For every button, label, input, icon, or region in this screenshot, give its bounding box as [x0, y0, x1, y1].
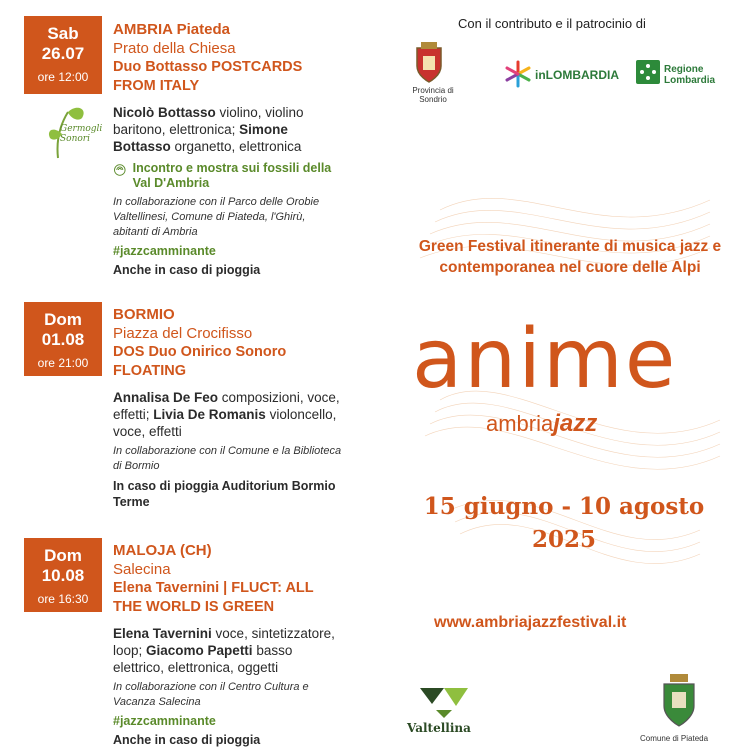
- event-time: ore 21:00: [37, 356, 89, 370]
- musician-role: organetto, elettronica: [170, 139, 302, 154]
- festival-url-link[interactable]: www.ambriajazzfestival.it: [434, 614, 627, 631]
- event-hashtag[interactable]: #jazzcamminante: [113, 714, 216, 728]
- musician-role: violino, violino baritono, elettronica;: [113, 105, 304, 137]
- fossil-exhibit: [113, 161, 343, 191]
- musician-role: basso elettrico, elettronica, oggetti: [113, 643, 293, 675]
- event-venue: Prato della Chiesa: [113, 40, 236, 57]
- event-place: AMBRIA Piateda: [113, 21, 230, 38]
- provincia-sondrio-crest-icon: [413, 42, 445, 84]
- event-venue: Salecina: [113, 561, 171, 578]
- event-place: MALOJA (CH): [113, 542, 212, 559]
- event-musicians: [113, 625, 343, 676]
- regione-lombardia-label: Regione Lombardia: [664, 64, 716, 86]
- musician-name: Simone Bottasso: [113, 122, 288, 154]
- event-collab: In collaborazione con il Centro Cultura e Vacanza Salecina: [113, 681, 309, 708]
- valtellina-label: Valtellina: [407, 721, 471, 735]
- germogli-sonori-logo: [38, 100, 108, 162]
- event-collab: In collaborazione con il Parco delle Orobie Valtellinesi, Comune di Piateda, l'Ghirù, abitanti di Ambria: [113, 196, 320, 238]
- event-note: In caso di pioggia Auditorium Bormio Terme: [113, 479, 336, 509]
- festival-title: anime: [412, 312, 678, 407]
- germogli-sonori-text: Germogli Sonori: [60, 124, 103, 144]
- fossil-exhibit-text: Incontro e mostra sui fossili della Val D'Ambria: [132, 161, 332, 190]
- musician-name: Livia De Romanis: [153, 407, 266, 422]
- provincia-sondrio-label: Provincia di Sondrio: [412, 86, 454, 104]
- event-note: Anche in caso di pioggia: [113, 263, 261, 277]
- inlombardia-star-icon: [504, 60, 532, 88]
- comune-piateda-crest-icon: [660, 674, 698, 730]
- event-hashtag[interactable]: #jazzcamminante: [113, 244, 216, 258]
- event-3: [113, 541, 343, 748]
- valtellina-mountain-icon: [418, 684, 470, 718]
- event-performance: DOS Duo Onirico Sonoro FLOATING: [113, 344, 287, 379]
- event-performance: Duo Bottasso POSTCARDS FROM ITALY: [113, 59, 303, 94]
- ambriajazz-logo: [486, 410, 597, 438]
- musician-role: composizioni, voce, effetti;: [113, 390, 340, 422]
- event-date-box-2: [24, 302, 102, 376]
- festival-tagline: Green Festival itinerante di musica jazz e contemporanea nel cuore delle Alpi: [418, 238, 722, 276]
- event-collab: In collaborazione con il Comune e la Biblioteca di Bormio: [113, 445, 342, 472]
- event-day: Dom: [44, 546, 82, 565]
- event-place: BORMIO: [113, 306, 175, 323]
- event-time: ore 16:30: [37, 592, 89, 606]
- regione-lombardia-logo-icon: [636, 60, 660, 84]
- inlombardia-label: inLOMBARDIA: [535, 68, 619, 82]
- musician-name: Elena Tavernini: [113, 626, 212, 641]
- event-performance: Elena Tavernini | FLUCT: ALL THE WORLD IS GREEN: [113, 580, 314, 615]
- musician-role: violoncello, voce, effetti: [113, 407, 337, 439]
- musician-name: Giacomo Papetti: [146, 643, 253, 658]
- event-day: Sab: [47, 24, 79, 43]
- event-date: 10.08: [41, 566, 85, 585]
- sponsor-heading: Con il contributo e il patrocinio di: [458, 16, 646, 31]
- event-musicians: [113, 389, 343, 440]
- musician-name: Nicolò Bottasso: [113, 105, 216, 120]
- jazz-text: jazz: [553, 410, 598, 437]
- event-date: 01.08: [41, 330, 85, 349]
- festival-dates: 15 giugno - 10 agosto 2025: [423, 493, 705, 553]
- event-1: [113, 20, 343, 278]
- fossil-shell-icon: [113, 161, 127, 179]
- comune-piateda-label: Comune di Piateda: [640, 734, 709, 743]
- event-time: ore 12:00: [37, 70, 89, 84]
- event-venue: Piazza del Crocifisso: [113, 325, 253, 342]
- event-date-box-1: [24, 16, 102, 94]
- musician-name: Annalisa De Feo: [113, 390, 219, 405]
- event-musicians: [113, 104, 343, 155]
- ambria-text: ambria: [486, 411, 554, 436]
- event-2: [113, 305, 343, 510]
- event-date-box-3: [24, 538, 102, 612]
- musician-role: voce, sintetizzatore, loop;: [113, 626, 335, 658]
- event-day: Dom: [44, 310, 82, 329]
- event-note: Anche in caso di pioggia: [113, 733, 261, 747]
- event-date: 26.07: [41, 44, 85, 63]
